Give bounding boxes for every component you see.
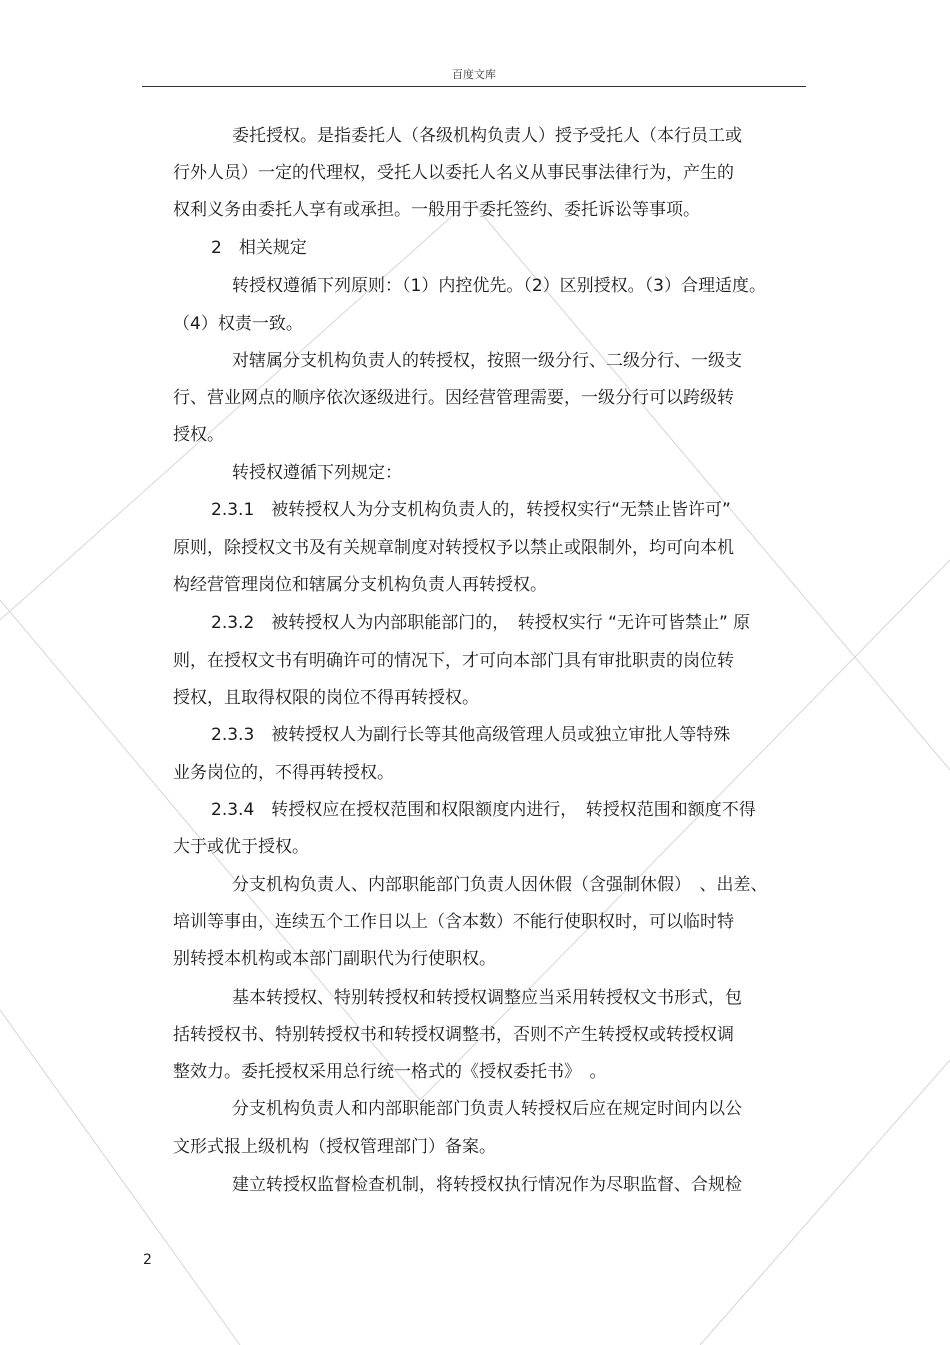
- body-line: 业务岗位的，不得再转授权。: [173, 763, 394, 783]
- body-line: 授权。: [173, 425, 224, 445]
- body-line: 建立转授权监督检查机制，将转授权执行情况作为尽职监督、合规检: [232, 1175, 742, 1195]
- page-number: 2: [143, 1252, 152, 1268]
- header-site-name: 百度文库: [452, 68, 496, 81]
- body-line: 对辖属分支机构负责人的转授权，按照一级分行、二级分行、一级支: [232, 351, 742, 371]
- body-line: 转授权遵循下列原则：（1）内控优先。（2）区别授权。（3）合理适度。: [232, 276, 766, 296]
- body-line: （4）权责一致。: [173, 314, 303, 334]
- body-line: 行、营业网点的顺序依次逐级进行。因经营管理需要，一级分行可以跨级转: [173, 388, 734, 408]
- body-line: 构经营管理岗位和辖属分支机构负责人再转授权。: [173, 575, 547, 595]
- body-line: 则，在授权文书有明确许可的情况下，才可向本部门具有审批职责的岗位转: [173, 651, 734, 671]
- body-line: 基本转授权、特别转授权和转授权调整应当采用转授权文书形式，包: [232, 988, 742, 1008]
- body-line: 权利义务由委托人享有或承担。一般用于委托签约、委托诉讼等事项。: [173, 200, 700, 220]
- body-line: 委托授权。是指委托人（各级机构负责人）授予受托人（本行员工或: [232, 126, 742, 146]
- section-heading: 2 相关规定: [211, 238, 307, 258]
- body-line: 行外人员）一定的代理权，受托人以委托人名义从事民事法律行为，产生的: [173, 163, 734, 183]
- body-line: 分支机构负责人、内部职能部门负责人因休假（含强制休假） 、出差、: [232, 875, 768, 895]
- body-line: 授权，且取得权限的岗位不得再转授权。: [173, 688, 479, 708]
- body-line: 原则，除授权文书及有关规章制度对转授权予以禁止或限制外，均可向本机: [173, 538, 734, 558]
- clause-2-3-1: 2.3.1 被转授权人为分支机构负责人的，转授权实行“无禁止皆许可”: [211, 500, 731, 520]
- header-divider: [142, 86, 806, 87]
- body-line: 整效力。委托授权采用总行统一格式的《授权委托书》 。: [173, 1062, 607, 1082]
- body-line: 培训等事由，连续五个工作日以上（含本数）不能行使职权时，可以临时特: [173, 912, 734, 932]
- body-line: 别转授本机构或本部门副职代为行使职权。: [173, 949, 496, 969]
- clause-2-3-3: 2.3.3 被转授权人为副行长等其他高级管理人员或独立审批人等特殊: [211, 725, 731, 745]
- clause-2-3-4: 2.3.4 转授权应在授权范围和权限额度内进行， 转授权范围和额度不得: [211, 800, 756, 820]
- body-line: 转授权遵循下列规定：: [232, 463, 402, 483]
- body-line: 大于或优于授权。: [173, 837, 309, 857]
- body-line: 括转授权书、特别转授权书和转授权调整书，否则不产生转授权或转授权调: [173, 1025, 734, 1045]
- body-line: 文形式报上级机构（授权管理部门）备案。: [173, 1137, 496, 1157]
- clause-2-3-2: 2.3.2 被转授权人为内部职能部门的， 转授权实行 “无许可皆禁止” 原: [211, 613, 751, 633]
- body-line: 分支机构负责人和内部职能部门负责人转授权后应在规定时间内以公: [232, 1099, 742, 1119]
